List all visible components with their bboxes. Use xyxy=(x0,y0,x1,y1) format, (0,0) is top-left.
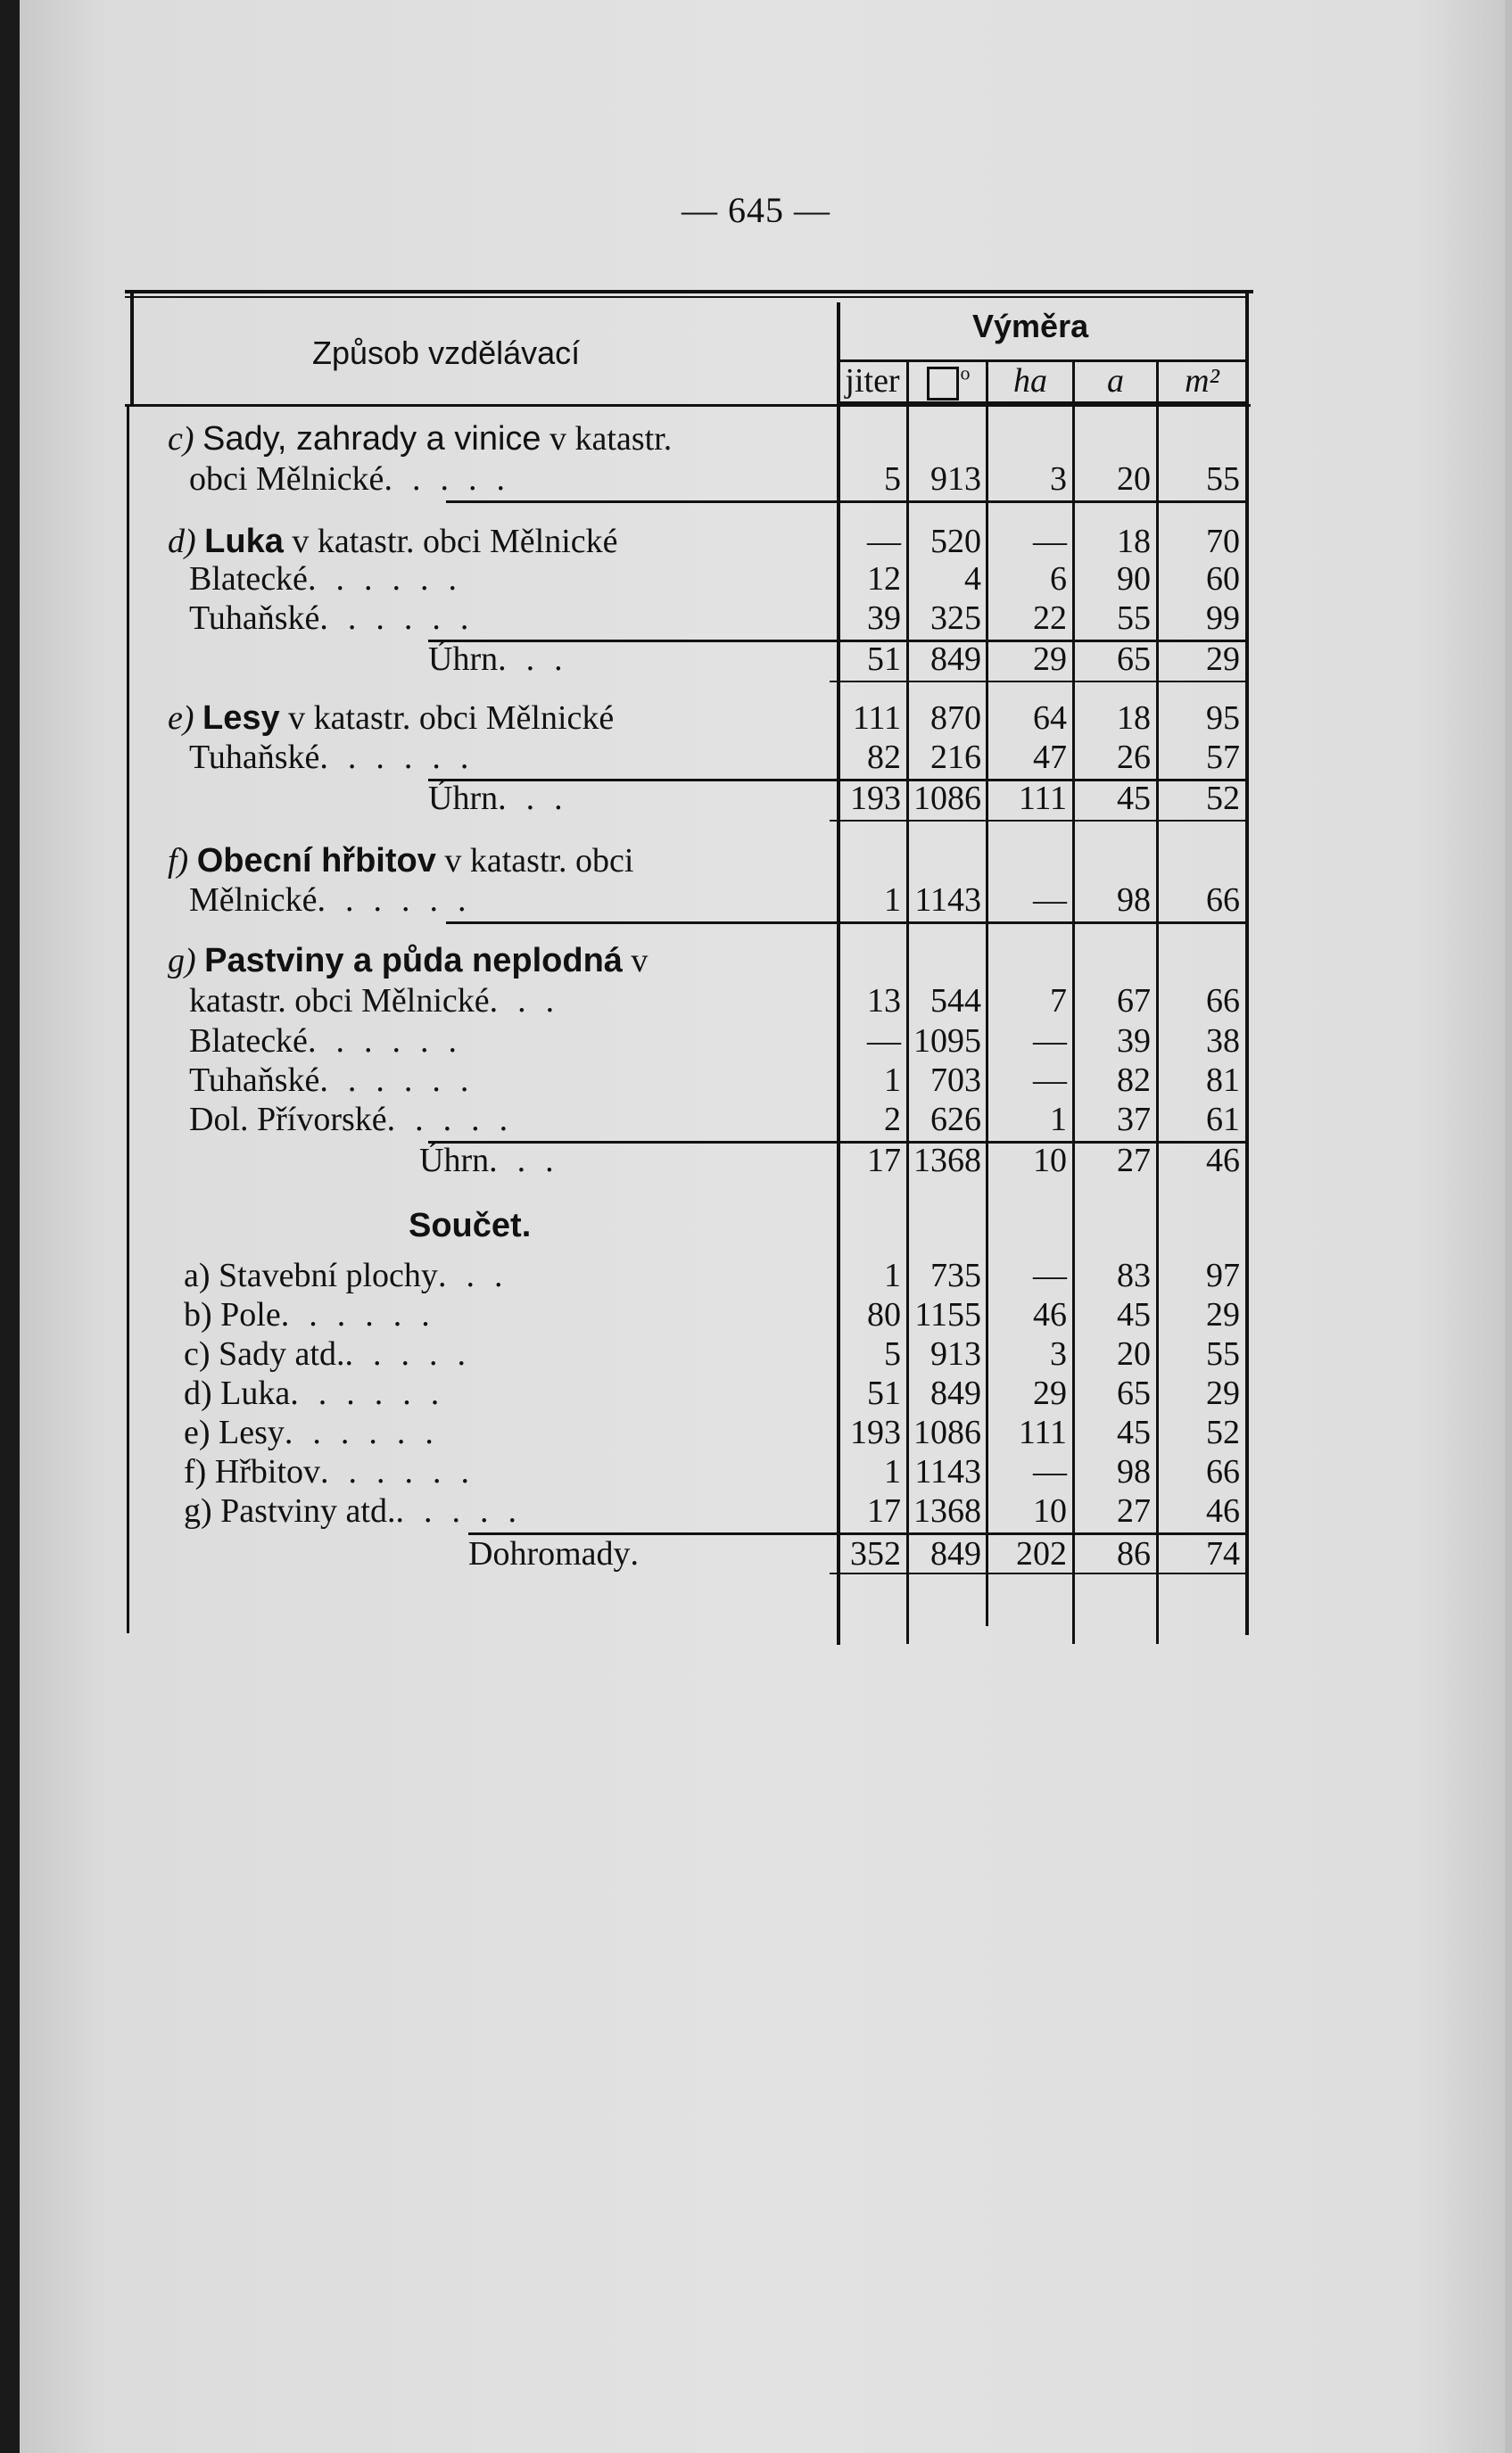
summary-row7-cell-col5: 46 xyxy=(1206,1492,1240,1530)
table-row2-cell-col4: 18 xyxy=(1117,523,1151,560)
book-edge xyxy=(0,0,20,2453)
row-label: Blatecké ...... xyxy=(189,1022,476,1060)
table-top-rule-inner xyxy=(125,296,1247,298)
row-label: Tuhaňské ...... xyxy=(189,739,489,776)
summary-row3-cell-col3: 3 xyxy=(1050,1335,1067,1373)
table-row6-cell-col5: 95 xyxy=(1206,699,1240,737)
summary-row2-cell-col3: 46 xyxy=(1033,1296,1067,1334)
summary-row1-cell-col5: 97 xyxy=(1206,1257,1240,1294)
page-right-edge xyxy=(1505,0,1512,2453)
table-row9-cell-col4: 98 xyxy=(1117,881,1151,919)
table-row8-cell-col2: 1086 xyxy=(913,780,981,817)
table-row6-cell-col4: 18 xyxy=(1117,699,1151,737)
table-row13-cell-col2: 626 xyxy=(930,1101,981,1138)
table-row7-cell-col2: 216 xyxy=(930,739,981,776)
table-row5-cell-col4: 65 xyxy=(1117,640,1151,678)
summary-row2-cell-col4: 45 xyxy=(1117,1296,1151,1334)
summary-row4-cell-col3: 29 xyxy=(1033,1375,1067,1412)
summary-row5-cell-col5: 52 xyxy=(1206,1414,1240,1451)
table-top-rule xyxy=(125,290,1253,293)
summary-total-cell-col5: 74 xyxy=(1206,1535,1240,1573)
row-label: Blatecké ...... xyxy=(189,560,476,598)
table-row14-cell-col2: 1368 xyxy=(913,1142,981,1179)
summary-label: c) Sady atd. ..... xyxy=(184,1335,485,1373)
summary-row5-cell-col3: 111 xyxy=(1018,1414,1067,1451)
summary-row4-cell-col2: 849 xyxy=(930,1375,981,1412)
table-row8-cell-col4: 45 xyxy=(1117,780,1151,817)
summary-total-cell-col1: 352 xyxy=(850,1535,901,1573)
row-label: e) Lesy v katastr. obci Mělnické xyxy=(168,699,615,737)
table-row5-cell-col3: 29 xyxy=(1033,640,1067,678)
table-row7-cell-col3: 47 xyxy=(1033,739,1067,776)
table-row3-cell-col5: 60 xyxy=(1206,560,1240,598)
table-row1-cell-col3: 3 xyxy=(1050,460,1067,498)
row-label: katastr. obci Mělnické ... xyxy=(189,982,574,1020)
table-row11-cell-col2: 1095 xyxy=(913,1022,981,1060)
summary-title: Součet. xyxy=(409,1207,532,1244)
summary-row1-cell-col3: — xyxy=(1033,1257,1067,1294)
summary-row6-cell-col4: 98 xyxy=(1117,1453,1151,1491)
summary-row3-cell-col1: 5 xyxy=(884,1335,901,1373)
table-row2-cell-col2: 520 xyxy=(930,523,981,560)
summary-row6-cell-col3: — xyxy=(1033,1453,1067,1491)
row-label: Úhrn ... xyxy=(428,780,582,817)
table-row13-cell-col5: 61 xyxy=(1206,1101,1240,1138)
row-rule xyxy=(446,500,1249,503)
summary-row7-cell-col3: 10 xyxy=(1033,1492,1067,1530)
summary-row3-cell-col2: 913 xyxy=(930,1335,981,1373)
header-left-border xyxy=(130,290,134,404)
table-row7-cell-col4: 26 xyxy=(1117,739,1151,776)
unit-m2: m² xyxy=(1185,362,1219,400)
table-row4-cell-col2: 325 xyxy=(930,599,981,637)
unit-jiter: jiter xyxy=(845,362,900,400)
table-row9-cell-col3: — xyxy=(1033,881,1067,919)
summary-row1-cell-col4: 83 xyxy=(1117,1257,1151,1294)
unit-ha: ha xyxy=(1013,362,1047,400)
table-row6-cell-col2: 870 xyxy=(930,699,981,737)
table-row7-cell-col5: 57 xyxy=(1206,739,1240,776)
table-row4-cell-col4: 55 xyxy=(1117,599,1151,637)
table-row5-cell-col1: 51 xyxy=(867,640,901,678)
summary-row4-cell-col4: 65 xyxy=(1117,1375,1151,1412)
table-row1-cell-col2: 913 xyxy=(930,460,981,498)
summary-row3-cell-col5: 55 xyxy=(1206,1335,1240,1373)
table-row14-cell-col3: 10 xyxy=(1033,1142,1067,1179)
table-left-border xyxy=(127,404,129,1633)
row-rule xyxy=(830,820,1249,822)
units-bottom-rule xyxy=(837,401,1249,404)
row-label: f) Obecní hřbitov v katastr. obci xyxy=(168,842,634,880)
row-label: Tuhaňské ...... xyxy=(189,599,489,637)
table-row1-cell-col1: 5 xyxy=(884,460,901,498)
table-row14-cell-col1: 17 xyxy=(867,1142,901,1179)
summary-row1-cell-col1: 1 xyxy=(884,1257,901,1294)
table-row2-cell-col3: — xyxy=(1033,523,1067,560)
table-row1-cell-col5: 55 xyxy=(1206,460,1240,498)
page-number: — 645 — xyxy=(682,190,830,230)
table-row5-cell-col2: 849 xyxy=(930,640,981,678)
table-row4-cell-col1: 39 xyxy=(867,599,901,637)
summary-row7-cell-col4: 27 xyxy=(1117,1492,1151,1530)
summary-total-cell-col2: 849 xyxy=(930,1535,981,1573)
table-row10-cell-col3: 7 xyxy=(1050,982,1067,1020)
summary-row5-cell-col1: 193 xyxy=(850,1414,901,1451)
table-row3-cell-col2: 4 xyxy=(964,560,981,598)
row-rule xyxy=(830,681,1249,682)
summary-label: f) Hřbitov ...... xyxy=(184,1453,490,1491)
row-label: c) Sady, zahrady a vinice v katastr. xyxy=(168,420,673,458)
summary-row4-cell-col5: 29 xyxy=(1206,1375,1240,1412)
square-icon xyxy=(927,367,959,401)
header-column-label: Způsob vzdělávací xyxy=(312,334,581,371)
table-row2-cell-col1: — xyxy=(867,523,901,560)
summary-label: e) Lesy ...... xyxy=(184,1414,453,1451)
summary-label: b) Pole ...... xyxy=(184,1296,450,1334)
summary-row7-cell-col2: 1368 xyxy=(913,1492,981,1530)
row-label: d) Luka v katastr. obci Mělnické xyxy=(168,523,618,560)
table-row9-cell-col5: 66 xyxy=(1206,881,1240,919)
summary-row2-cell-col5: 29 xyxy=(1206,1296,1240,1334)
unit-square-fathom: o xyxy=(909,361,986,401)
summary-row1-cell-col2: 735 xyxy=(930,1257,981,1294)
summary-row4-cell-col1: 51 xyxy=(867,1375,901,1412)
table-row13-cell-col3: 1 xyxy=(1050,1101,1067,1138)
table-row8-cell-col1: 193 xyxy=(850,780,901,817)
table-row3-cell-col1: 12 xyxy=(867,560,901,598)
summary-row6-cell-col1: 1 xyxy=(884,1453,901,1491)
summary-row5-cell-col2: 1086 xyxy=(913,1414,981,1451)
row-label: Dol. Přívorské ..... xyxy=(189,1101,528,1138)
summary-row5-cell-col4: 45 xyxy=(1117,1414,1151,1451)
table-row2-cell-col5: 70 xyxy=(1206,523,1240,560)
unit-a: a xyxy=(1107,362,1124,400)
table-row3-cell-col3: 6 xyxy=(1050,560,1067,598)
table-right-border xyxy=(1245,290,1249,1635)
table-row9-cell-col1: 1 xyxy=(884,881,901,919)
table-row10-cell-col1: 13 xyxy=(867,982,901,1020)
table-row14-cell-col5: 46 xyxy=(1206,1142,1240,1179)
table-row11-cell-col5: 38 xyxy=(1206,1022,1240,1060)
table-row11-cell-col1: — xyxy=(867,1022,901,1060)
summary-label: g) Pastviny atd. ..... xyxy=(184,1492,536,1530)
table-row10-cell-col5: 66 xyxy=(1206,982,1240,1020)
table-row13-cell-col1: 2 xyxy=(884,1101,901,1138)
row-label: Úhrn ... xyxy=(419,1142,574,1179)
summary-row6-cell-col5: 66 xyxy=(1206,1453,1240,1491)
row-label: g) Pastviny a půda neplodná v xyxy=(168,942,649,979)
table-row12-cell-col2: 703 xyxy=(930,1061,981,1099)
table-row9-cell-col2: 1143 xyxy=(914,881,981,919)
table-row12-cell-col4: 82 xyxy=(1117,1061,1151,1099)
table-row10-cell-col4: 67 xyxy=(1117,982,1151,1020)
row-label: obci Mělnické ..... xyxy=(189,460,525,498)
summary-label: d) Luka ...... xyxy=(184,1375,459,1412)
row-label: Mělnické ...... xyxy=(189,881,486,919)
table-row10-cell-col2: 544 xyxy=(930,982,981,1020)
land-use-table xyxy=(125,290,1249,1655)
table-row8-cell-col5: 52 xyxy=(1206,780,1240,817)
summary-row2-cell-col2: 1155 xyxy=(914,1296,981,1334)
table-row13-cell-col4: 37 xyxy=(1117,1101,1151,1138)
table-row11-cell-col3: — xyxy=(1033,1022,1067,1060)
summary-row2-cell-col1: 80 xyxy=(867,1296,901,1334)
table-row3-cell-col4: 90 xyxy=(1117,560,1151,598)
table-row7-cell-col1: 82 xyxy=(867,739,901,776)
summary-row6-cell-col2: 1143 xyxy=(914,1453,981,1491)
row-rule xyxy=(446,921,1249,924)
table-row12-cell-col1: 1 xyxy=(884,1061,901,1099)
table-row1-cell-col4: 20 xyxy=(1117,460,1151,498)
table-row4-cell-col5: 99 xyxy=(1206,599,1240,637)
table-row12-cell-col3: — xyxy=(1033,1061,1067,1099)
summary-row7-cell-col1: 17 xyxy=(867,1492,901,1530)
row-label: Úhrn ... xyxy=(428,640,582,678)
header-group-label: Výměra xyxy=(972,308,1089,344)
summary-total-cell-col4: 86 xyxy=(1117,1535,1151,1573)
table-row14-cell-col4: 27 xyxy=(1117,1142,1151,1179)
header-bottom-rule xyxy=(125,404,1251,407)
table-row6-cell-col1: 111 xyxy=(852,699,901,737)
summary-label: a) Stavební plochy ... xyxy=(184,1257,523,1294)
table-row6-cell-col3: 64 xyxy=(1033,699,1067,737)
table-row4-cell-col3: 22 xyxy=(1033,599,1067,637)
row-label: Tuhaňské ...... xyxy=(189,1061,489,1099)
table-row5-cell-col5: 29 xyxy=(1206,640,1240,678)
table-row12-cell-col5: 81 xyxy=(1206,1061,1240,1099)
table-row8-cell-col3: 111 xyxy=(1018,780,1067,817)
table-row11-cell-col4: 39 xyxy=(1117,1022,1151,1060)
summary-total-label: Dohromady . xyxy=(468,1535,659,1573)
summary-total-cell-col3: 202 xyxy=(1016,1535,1067,1573)
summary-row3-cell-col4: 20 xyxy=(1117,1335,1151,1373)
